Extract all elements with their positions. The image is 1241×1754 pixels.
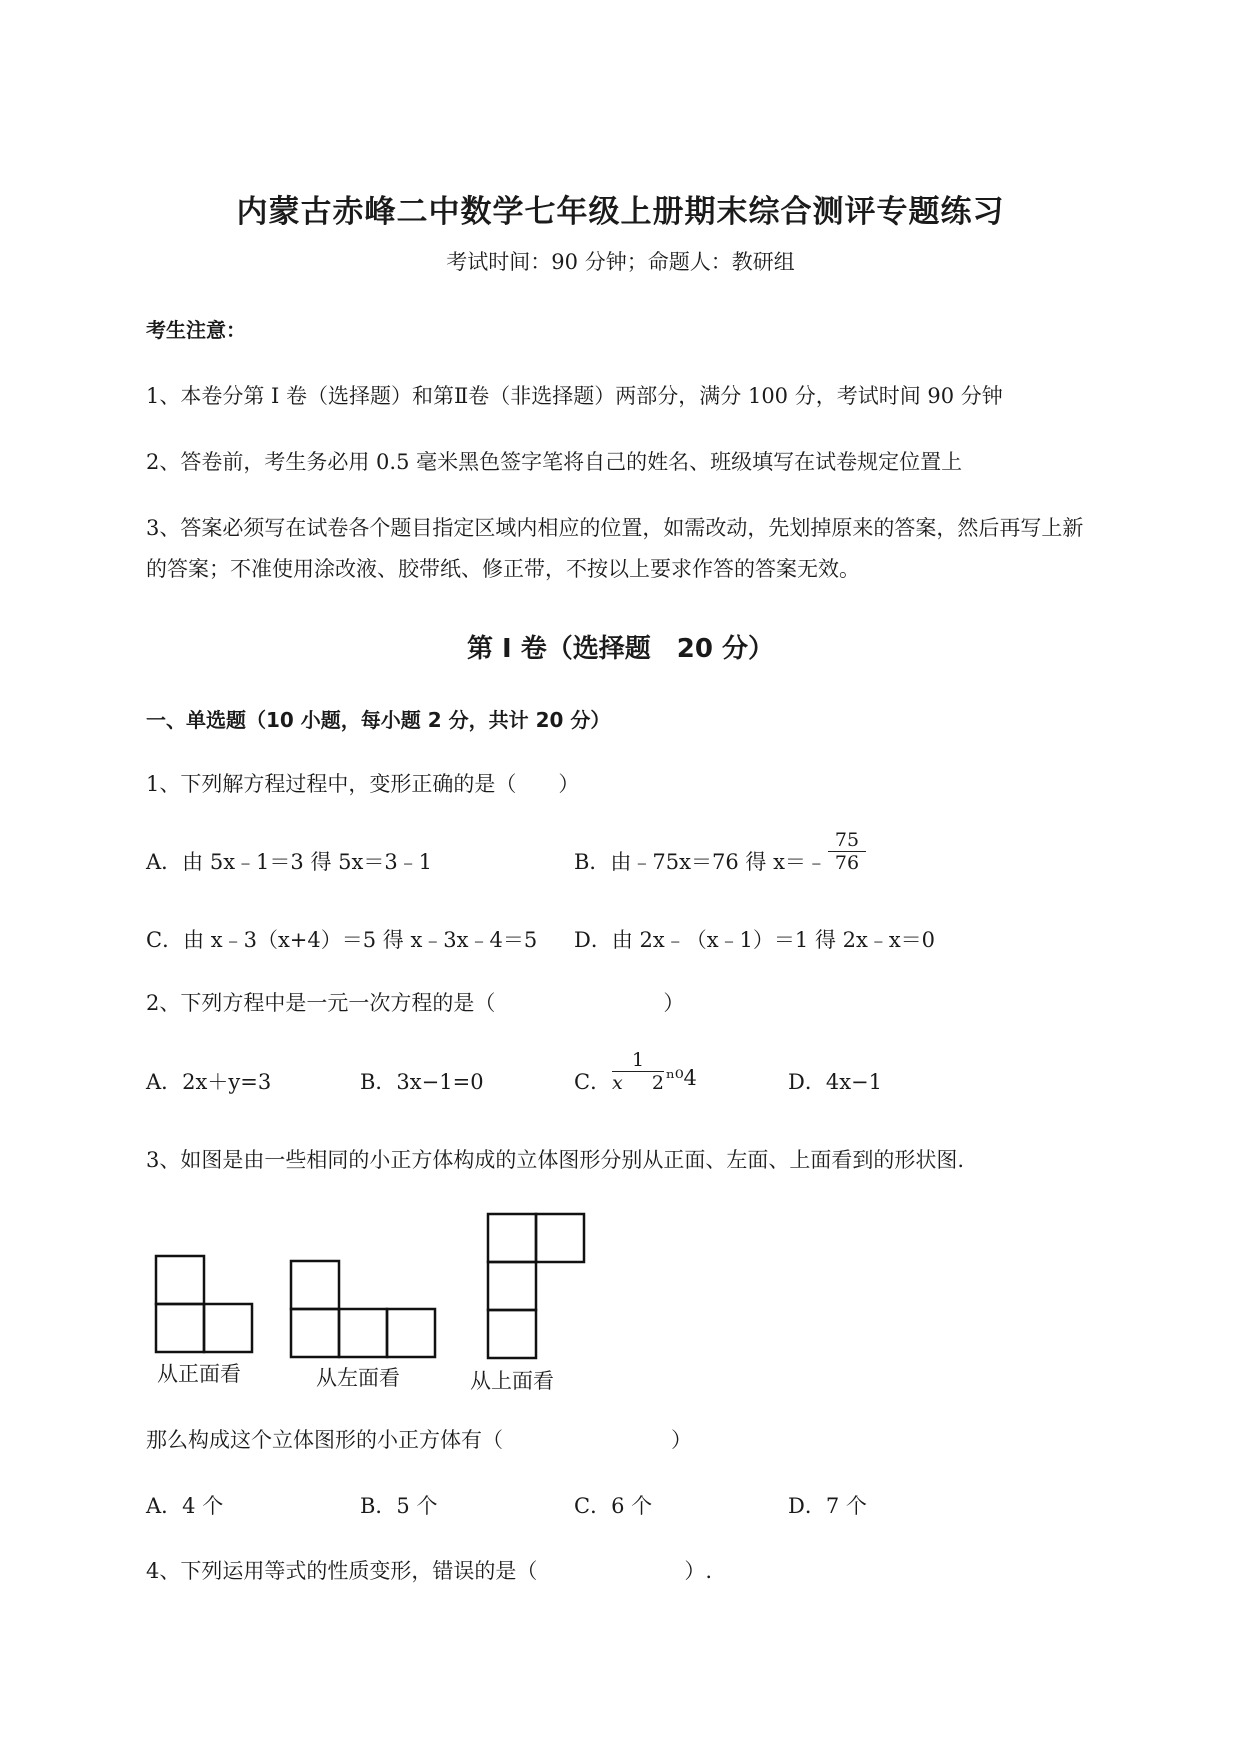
notice-rule-3: 3、答案必须写在试卷各个题目指定区域内相应的位置，如需改动，先划掉原来的答案，然后再写上新	[146, 516, 1084, 540]
q3-option-b: B．5 个	[360, 1494, 438, 1518]
q2-option-c-suffix: ⁿ⁰4	[666, 1066, 697, 1090]
q1-option-a: A．由 5x﹣1＝3 得 5x＝3﹣1	[146, 850, 433, 874]
left-view-label: 从左面看	[316, 1366, 400, 1390]
part-heading: 一、单选题（10 小题，每小题 2 分，共计 20 分）	[146, 708, 611, 732]
q1-option-b: B．由﹣75x＝76 得 x＝﹣	[574, 850, 827, 874]
q2-option-d: D．4x−1	[788, 1070, 882, 1094]
q2-option-c-fraction	[612, 1049, 664, 1094]
q1-option-d: D．由 2x﹣（x﹣1）＝1 得 2x﹣x＝0	[574, 928, 936, 952]
question-1-stem: 1、下列解方程过程中，变形正确的是（ ）	[146, 772, 580, 796]
question-4-stem: 4、下列运用等式的性质变形，错误的是（ ）.	[146, 1559, 713, 1583]
q2-c-denominator	[612, 1072, 664, 1094]
q1-option-c: C．由 x﹣3（x+4）＝5 得 x﹣3x﹣4＝5	[146, 928, 538, 952]
q3-option-c: C．6 个	[574, 1494, 653, 1518]
top-view-figure	[486, 1212, 586, 1360]
section-title: 第 I 卷（选择题 20 分）	[466, 634, 774, 664]
question-3-follow: 那么构成这个立体图形的小正方体有（ ）	[146, 1428, 692, 1452]
q2-c-numerator: 1	[631, 1049, 645, 1071]
top-view-label: 从上面看	[470, 1369, 554, 1393]
q2-option-b: B．3x−1=0	[360, 1070, 484, 1094]
front-view-label: 从正面看	[157, 1362, 241, 1386]
q2-c-den-left: x	[612, 1072, 623, 1094]
notice-rule-2: 2、答卷前，考生务必用 0.5 毫米黑色签字笔将自己的姓名、班级填写在试卷规定位置上	[146, 450, 963, 474]
question-2-stem: 2、下列方程中是一元一次方程的是（ ）	[146, 991, 685, 1015]
notice-heading: 考生注意：	[146, 318, 246, 342]
q1-b-numerator: 75	[834, 829, 860, 851]
q1-b-denominator: 76	[834, 852, 860, 874]
question-3-stem: 3、如图是由一些相同的小正方体构成的立体图形分别从正面、左面、上面看到的形状图.	[146, 1148, 965, 1172]
notice-rule-1: 1、本卷分第 I 卷（选择题）和第Ⅱ卷（非选择题）两部分，满分 100 分，考试时间 90 分钟	[146, 384, 1003, 408]
exam-info: 考试时间：90 分钟；命题人：教研组	[446, 250, 795, 274]
page-title: 内蒙古赤峰二中数学七年级上册期末综合测评专题练习	[236, 194, 1005, 230]
left-view-figure	[289, 1259, 437, 1359]
q1-option-b-fraction	[828, 829, 866, 874]
notice-rule-3-cont: 的答案；不准使用涂改液、胶带纸、修正带，不按以上要求作答的答案无效。	[146, 557, 860, 581]
q3-option-a: A．4 个	[146, 1494, 224, 1518]
q2-c-den-right: 2	[651, 1072, 664, 1094]
front-view-figure	[154, 1254, 254, 1354]
q2-option-c-label: C．	[574, 1070, 612, 1094]
q3-option-d: D．7 个	[788, 1494, 867, 1518]
q2-option-a: A．2x＋y=3	[146, 1070, 272, 1094]
